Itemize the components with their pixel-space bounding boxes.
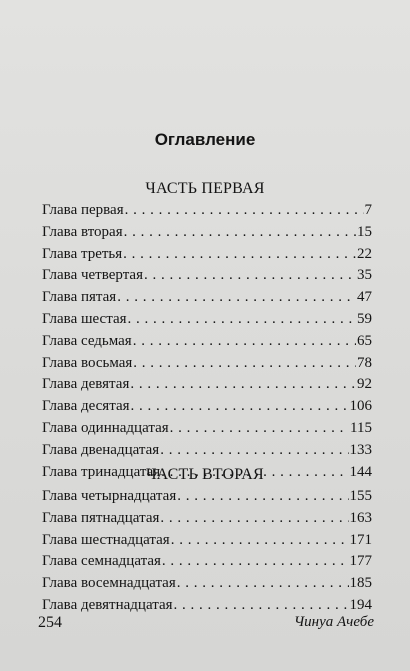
toc-entry-page: 194 xyxy=(349,596,372,613)
toc-dot-leader xyxy=(162,551,349,573)
toc-entry-page: 155 xyxy=(349,488,372,504)
toc-entry xyxy=(42,374,372,396)
toc-dot-leader xyxy=(144,265,356,287)
toc-dot-leader xyxy=(170,418,349,440)
toc-entry-page: 7 xyxy=(364,202,372,218)
toc-title: Оглавление xyxy=(154,130,256,149)
toc-dot-leader xyxy=(124,222,356,244)
toc-entry-label: Глава седьмая xyxy=(42,332,132,349)
part-two-entries xyxy=(42,486,372,617)
toc-entry-page: 65 xyxy=(357,332,372,349)
toc-entry-page: 106 xyxy=(349,398,372,415)
toc-entry-page: 47 xyxy=(357,289,372,306)
toc-dot-leader xyxy=(123,244,356,266)
toc-entry xyxy=(42,551,372,573)
toc-entry xyxy=(42,287,372,309)
toc-dot-leader xyxy=(160,508,348,530)
toc-dot-leader xyxy=(171,530,349,552)
toc-entry-page: 144 xyxy=(349,463,372,480)
toc-entry xyxy=(42,508,372,530)
toc-entry-page: 59 xyxy=(357,310,372,327)
toc-dot-leader xyxy=(131,396,349,418)
toc-entry xyxy=(42,486,372,508)
toc-entry-label: Глава шестая xyxy=(42,310,127,327)
toc-entry-page: 35 xyxy=(357,267,372,284)
toc-dot-leader xyxy=(130,374,356,396)
toc-dot-leader xyxy=(125,200,364,222)
toc-entry-label: Глава восемнадцатая xyxy=(42,575,176,592)
toc-entry xyxy=(42,244,372,266)
toc-entry-page: 133 xyxy=(349,441,372,458)
toc-dot-leader xyxy=(133,353,356,375)
toc-entry-label: Глава четырнадцатая xyxy=(42,488,177,504)
toc-entry-label: Глава десятая xyxy=(42,398,130,415)
toc-entry-page: 22 xyxy=(357,245,372,262)
toc-entry-label: Глава четвертая xyxy=(42,267,143,284)
toc-entry-page: 15 xyxy=(357,223,372,240)
part-one-entries xyxy=(42,200,372,483)
toc-dot-leader xyxy=(177,573,349,595)
toc-entry-label: Глава тринадцатая xyxy=(42,463,161,480)
toc-entry-page: 163 xyxy=(349,509,372,526)
toc-entry-label: Глава третья xyxy=(42,245,123,262)
toc-entry-label: Глава первая xyxy=(42,202,124,218)
toc-entry-label: Глава вторая xyxy=(42,223,123,240)
toc-entry xyxy=(42,530,372,552)
toc-entry xyxy=(42,396,372,418)
toc-entry xyxy=(42,440,372,462)
toc-entry xyxy=(42,265,372,287)
page-number: 254 xyxy=(38,614,62,631)
toc-entry-label: Глава шестнадцатая xyxy=(42,531,170,548)
toc-entry xyxy=(42,573,372,595)
toc-entry xyxy=(42,200,372,222)
toc-dot-leader xyxy=(177,486,348,508)
toc-entry xyxy=(42,309,372,331)
toc-entry-page: 92 xyxy=(357,376,372,393)
toc-entry-label: Глава восьмая xyxy=(42,354,133,371)
part-two-heading: ЧАСТЬ ВТОРАЯ xyxy=(146,466,264,483)
toc-entry-page: 177 xyxy=(349,553,372,570)
toc-dot-leader xyxy=(117,287,356,309)
toc-entry-page: 185 xyxy=(349,575,372,592)
toc-dot-leader xyxy=(160,440,348,462)
toc-dot-leader xyxy=(128,309,356,331)
toc-entry-label: Глава одиннадцатая xyxy=(42,419,169,436)
toc-entry xyxy=(42,353,372,375)
toc-entry-page: 115 xyxy=(350,419,372,436)
toc-entry-label: Глава семнадцатая xyxy=(42,553,161,570)
toc-entry-page: 171 xyxy=(349,531,372,548)
toc-entry xyxy=(42,331,372,353)
toc-entry-label: Глава двенадцатая xyxy=(42,441,160,458)
toc-entry-page: 78 xyxy=(357,354,372,371)
toc-entry xyxy=(42,418,372,440)
toc-entry-label: Глава пятая xyxy=(42,289,117,306)
toc-entry-label: Глава девятая xyxy=(42,376,130,393)
toc-dot-leader xyxy=(133,331,356,353)
toc-entry-label: Глава девятнадцатая xyxy=(42,596,173,613)
toc-entry-label: Глава пятнадцатая xyxy=(42,509,160,526)
part-one-heading: ЧАСТЬ ПЕРВАЯ xyxy=(145,180,265,197)
running-author: Чинуа Ачебе xyxy=(293,614,374,630)
toc-entry xyxy=(42,222,372,244)
